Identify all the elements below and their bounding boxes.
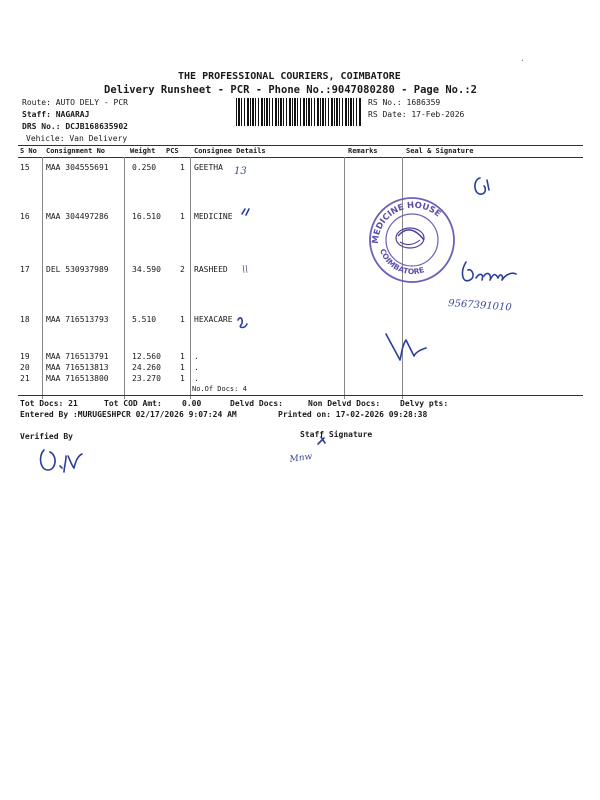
col-seal: Seal & Signature	[406, 147, 474, 155]
row-17-cons: DEL 530937989	[46, 265, 109, 274]
vehicle-label: Vehicle: Van Delivery	[26, 134, 128, 143]
no-of-docs: No.Of Docs: 4	[192, 385, 247, 393]
drs-number: DRS No.: DCJB168635902	[22, 122, 128, 131]
note-row18-mark	[238, 318, 247, 328]
row-19-cons: MAA 716513791	[46, 352, 109, 361]
row-15-weight: 0.250	[132, 163, 157, 172]
row-21-sno: 21	[20, 374, 30, 383]
row-16-consignee: MEDICINE	[194, 212, 233, 221]
row-20-cons: MAA 716513813	[46, 363, 109, 372]
row-15-cons: MAA 304555691	[46, 163, 109, 172]
row-17-pcs: 2	[180, 265, 185, 274]
row-19-consignee: .	[194, 352, 199, 361]
entered-by: Entered By :MURUGESHPCR 02/17/2026 9:07:24 AM	[20, 410, 237, 419]
tot-docs: Tot Docs: 21	[20, 399, 78, 408]
col-remarks: Remarks	[348, 147, 378, 155]
col-pcs: PCS	[166, 147, 179, 155]
row-19-pcs: 1	[180, 352, 185, 361]
col-sno: S No	[20, 147, 37, 155]
row-18-cons: MAA 716513793	[46, 315, 109, 324]
staff-signature-mark	[318, 437, 325, 444]
row-19-weight: 12.560	[132, 352, 161, 361]
handwritten-phone: 9567391010	[447, 298, 513, 314]
signature-row17	[463, 262, 516, 281]
row-17-sno: 17	[20, 265, 30, 274]
row-15-consignee: GEETHA	[194, 163, 223, 172]
margin-mark: ·	[520, 56, 525, 65]
signature-row19	[386, 334, 426, 360]
tot-cod-label: Tot COD Amt:	[104, 399, 162, 408]
rs-number: RS No.: 1686359	[368, 98, 441, 107]
verified-by-signature	[41, 450, 82, 472]
tot-cod-value: 0.00	[182, 399, 202, 408]
row-21-pcs: 1	[180, 374, 185, 383]
row-18-sno: 18	[20, 315, 30, 324]
row-20-sno: 20	[20, 363, 30, 372]
row-21-weight: 23.270	[132, 374, 161, 383]
row-21-consignee: .	[194, 374, 199, 383]
row-19-sno: 19	[20, 352, 30, 361]
col-weight: Weight	[130, 147, 156, 155]
row-16-sno: 16	[20, 212, 30, 221]
note-row15: 13	[234, 166, 247, 177]
company-title: THE PROFESSIONAL COURIERS, COIMBATORE	[178, 71, 401, 82]
staff-label: Staff: NAGARAJ	[22, 110, 90, 119]
row-18-consignee: HEXACARE	[194, 315, 233, 324]
row-20-weight: 24.260	[132, 363, 161, 372]
printed-on: Printed on: 17-02-2026 09:28:38	[278, 410, 428, 419]
row-16-cons: MAA 304497286	[46, 212, 109, 221]
route-label: Route: AUTO DELY - PCR	[22, 98, 128, 107]
row-16-weight: 16.510	[132, 212, 161, 221]
row-17-weight: 34.590	[132, 265, 161, 274]
stamp-top-text: MEDICINE HOUSE	[370, 200, 443, 245]
non-delvd-docs: Non Delvd Docs:	[308, 399, 381, 408]
row-18-weight: 5.510	[132, 315, 157, 324]
col-consignee: Consignee Details	[194, 147, 266, 155]
stamp-bottom-text: COIMBATORE	[378, 247, 426, 277]
medicine-house-stamp	[370, 198, 454, 282]
row-21-cons: MAA 716513800	[46, 374, 109, 383]
signature-row15	[475, 178, 489, 194]
row-16-pcs: 1	[180, 212, 185, 221]
runsheet-subtitle: Delivery Runsheet - PCR - Phone No.:9047080280 - Page No.:2	[104, 84, 477, 96]
delvd-docs: Delvd Docs:	[230, 399, 283, 408]
verified-by-label: Verified By	[20, 432, 73, 441]
staff-signature-scribble: Mnw	[289, 451, 313, 465]
row-15-pcs: 1	[180, 163, 185, 172]
row-15-sno: 15	[20, 163, 30, 172]
col-consignment: Consignment No	[46, 147, 106, 155]
row-17-consignee: RASHEED	[194, 265, 228, 274]
row-20-pcs: 1	[180, 363, 185, 372]
staff-signature-label: Staff Signature	[300, 430, 373, 439]
rs-date: RS Date: 17-Feb-2026	[368, 110, 465, 119]
note-row16-mark	[242, 209, 249, 215]
row-20-consignee: .	[194, 363, 199, 372]
note-row17: \\	[242, 265, 249, 275]
row-18-pcs: 1	[180, 315, 185, 324]
delvy-pts: Delvy pts:	[400, 399, 449, 408]
